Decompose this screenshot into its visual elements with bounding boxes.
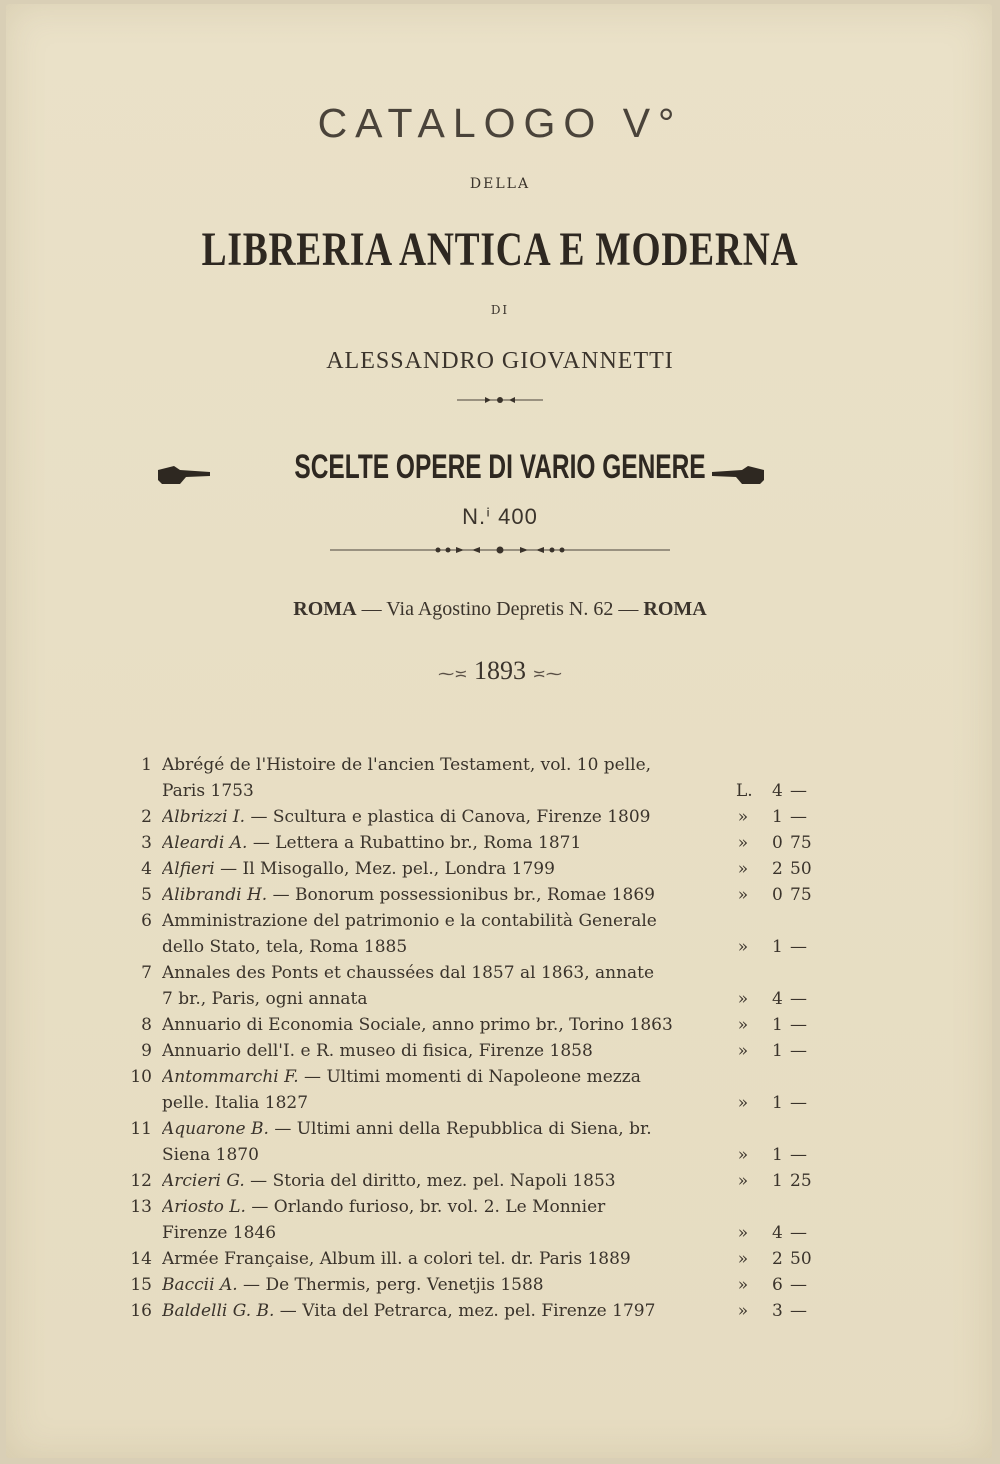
collection-subtitle: SCELTE OPERE DI VARIO GENERE <box>294 448 706 486</box>
entry-number: 4 <box>141 859 152 879</box>
address-line <box>0 598 1000 621</box>
entry-title: Annuario di Economia Sociale, anno primo br., Torino 1863 <box>162 1015 673 1035</box>
catalog-entry-row <box>128 986 828 1012</box>
price-ditto-mark: » <box>737 859 749 879</box>
entry-description <box>162 1220 742 1246</box>
catalog-entry-row <box>128 882 828 908</box>
entry-title: Siena 1870 <box>162 1145 259 1165</box>
catalog-entry-row <box>128 856 828 882</box>
price-lire: 3 <box>772 1301 783 1321</box>
entry-title: Amministrazione del patrimonio e la contabilità Generale <box>162 911 657 931</box>
price-centesimi: — <box>790 1301 807 1321</box>
entry-title: Armée Française, Album ill. a colori tel. dr. Paris 1889 <box>162 1249 631 1269</box>
entry-description <box>162 778 742 804</box>
ornament-divider-large <box>0 540 1000 564</box>
price-lire: 1 <box>772 1145 783 1165</box>
price-centesimi: — <box>790 781 807 801</box>
entry-title: Abrégé de l'Histoire de l'ancien Testament, vol. 10 pelle, <box>162 755 652 775</box>
entry-author: Alibrandi H. <box>162 885 268 905</box>
entry-description <box>162 908 742 934</box>
price-lire: 1 <box>772 1093 783 1113</box>
entry-description <box>162 1142 742 1168</box>
entry-number: 1 <box>141 755 152 775</box>
year-ornament-right-icon: ≍⁓ <box>532 666 562 683</box>
catalog-entry-row <box>128 960 828 986</box>
entry-author: Aleardi A. <box>162 833 248 853</box>
entry-description <box>162 1298 742 1324</box>
price-ditto-mark: » <box>737 1171 749 1191</box>
catalog-entry-row <box>128 778 828 804</box>
entry-author: Baccii A. <box>162 1275 238 1295</box>
entry-description <box>162 934 742 960</box>
price-ditto-mark: » <box>737 1275 749 1295</box>
entry-author: Alfieri <box>162 859 215 879</box>
entry-title: — Scultura e plastica di Canova, Firenze 1809 <box>245 807 651 827</box>
entry-title: Annuario dell'I. e R. museo di fisica, Firenze 1858 <box>162 1041 593 1061</box>
entry-description <box>162 1246 742 1272</box>
price-centesimi: 75 <box>790 885 812 905</box>
price-lire: 0 <box>772 885 783 905</box>
entry-title: — Storia del diritto, mez. pel. Napoli 1853 <box>244 1171 616 1191</box>
price-ditto-mark: » <box>737 1041 749 1061</box>
entry-description <box>162 1064 742 1090</box>
entry-number: 12 <box>130 1171 152 1191</box>
entry-number: 3 <box>141 833 152 853</box>
entry-author: Albrizzi I. <box>162 807 246 827</box>
price-centesimi: — <box>790 807 807 827</box>
price-ditto-mark: » <box>737 807 749 827</box>
price-lire: 2 <box>772 859 783 879</box>
catalog-entry-row <box>128 1038 828 1064</box>
price-ditto-mark: » <box>737 1145 749 1165</box>
entry-number: 16 <box>130 1301 152 1321</box>
catalog-entry-row <box>128 1272 828 1298</box>
catalog-entry-row <box>128 1090 828 1116</box>
ornament-divider-small <box>0 390 1000 414</box>
price-ditto-mark: » <box>737 1223 749 1243</box>
price-lire: 1 <box>772 1041 783 1061</box>
entry-description <box>162 1168 742 1194</box>
entry-description <box>162 830 742 856</box>
catalog-entry-row <box>128 908 828 934</box>
year: 1893 <box>474 656 526 685</box>
price-centesimi: 75 <box>790 833 812 853</box>
entry-author: Antommarchi F. <box>162 1067 299 1087</box>
entry-title: 7 br., Paris, ogni annata <box>162 989 368 1009</box>
entry-title: — De Thermis, perg. Venetjis 1588 <box>237 1275 544 1295</box>
entry-title: pelle. Italia 1827 <box>162 1093 309 1113</box>
entry-title: — Vita del Petrarca, mez. pel. Firenze 1797 <box>274 1301 656 1321</box>
price-lire: 6 <box>772 1275 783 1295</box>
entry-number: 14 <box>130 1249 152 1269</box>
catalog-entry-row <box>128 1246 828 1272</box>
entry-author: Baldelli G. B. <box>162 1301 275 1321</box>
entry-title: — Bonorum possessionibus br., Romae 1869 <box>267 885 655 905</box>
item-count: N.ⁱ 400 <box>462 504 538 529</box>
entry-description <box>162 856 742 882</box>
year-ornament-left-icon: ⁓≍ <box>438 666 468 683</box>
price-lire: 0 <box>772 833 783 853</box>
catalog-entry-row <box>128 1220 828 1246</box>
entry-description <box>162 960 742 986</box>
price-centesimi: 50 <box>790 1249 812 1269</box>
della-label: DELLA <box>469 176 531 192</box>
price-ditto-mark: » <box>737 1249 749 1269</box>
catalog-entry-row <box>128 804 828 830</box>
price-centesimi: — <box>790 1223 807 1243</box>
catalog-title: CATALOGO V° <box>317 100 683 146</box>
catalog-entry-row <box>128 830 828 856</box>
city-left: ROMA <box>293 598 357 620</box>
price-ditto-mark: » <box>737 833 749 853</box>
price-lire: 4 <box>772 1223 783 1243</box>
entry-description <box>162 1116 742 1142</box>
catalog-entry-row <box>128 1116 828 1142</box>
entry-number: 8 <box>141 1015 152 1035</box>
entry-title: — Ultimi momenti di Napoleone mezza <box>298 1067 641 1087</box>
price-lire: 1 <box>772 1171 783 1191</box>
entry-title: Firenze 1846 <box>162 1223 277 1243</box>
entry-description <box>162 986 742 1012</box>
entry-title: — Ultimi anni della Repubblica di Siena, br. <box>268 1119 652 1139</box>
catalog-entry-row <box>128 1064 828 1090</box>
price-centesimi: 25 <box>790 1171 812 1191</box>
ornament-large-icon <box>330 540 670 560</box>
price-ditto-mark: » <box>737 937 749 957</box>
street-address: — Via Agostino Depretis N. 62 — <box>361 598 639 620</box>
entry-title: — Lettera a Rubattino br., Roma 1871 <box>247 833 582 853</box>
entry-number: 13 <box>130 1197 152 1217</box>
price-lire: 1 <box>772 1015 783 1035</box>
price-lire: 2 <box>772 1249 783 1269</box>
price-centesimi: — <box>790 1275 807 1295</box>
price-lire: 4 <box>772 989 783 1009</box>
catalog-entry-row <box>128 1168 828 1194</box>
price-centesimi: 50 <box>790 859 812 879</box>
entry-title: Paris 1753 <box>162 781 254 801</box>
entry-number: 6 <box>141 911 152 931</box>
catalog-entries <box>128 752 828 1324</box>
ornament-small-icon <box>455 390 545 410</box>
price-lire: 1 <box>772 937 783 957</box>
catalog-entry-row <box>128 934 828 960</box>
di-label: DI <box>490 303 510 317</box>
entry-number: 5 <box>141 885 152 905</box>
price-ditto-mark: L. <box>736 781 753 801</box>
city-right: ROMA <box>643 598 707 620</box>
entry-title: Annales des Ponts et chaussées dal 1857 al 1863, annate <box>162 963 655 983</box>
entry-title: — Il Misogallo, Mez. pel., Londra 1799 <box>214 859 555 879</box>
price-lire: 1 <box>772 807 783 827</box>
year-line <box>0 656 1000 686</box>
price-ditto-mark: » <box>737 1015 749 1035</box>
entry-description <box>162 1090 742 1116</box>
entry-number: 9 <box>141 1041 152 1061</box>
entry-description <box>162 1012 742 1038</box>
price-ditto-mark: » <box>737 885 749 905</box>
entry-author: Arcieri G. <box>162 1171 245 1191</box>
price-ditto-mark: » <box>737 989 749 1009</box>
catalog-entry-row <box>128 1194 828 1220</box>
entry-number: 10 <box>130 1067 152 1087</box>
price-centesimi: — <box>790 937 807 957</box>
entry-description <box>162 1038 742 1064</box>
entry-number: 2 <box>141 807 152 827</box>
catalog-entry-row <box>128 1298 828 1324</box>
price-centesimi: — <box>790 1145 807 1165</box>
entry-author: Ariosto L. <box>162 1197 246 1217</box>
price-ditto-mark: » <box>737 1301 749 1321</box>
catalog-entry-row <box>128 752 828 778</box>
price-centesimi: — <box>790 1093 807 1113</box>
entry-description <box>162 804 742 830</box>
entry-number: 7 <box>141 963 152 983</box>
entry-number: 11 <box>130 1119 152 1139</box>
entry-title: — Orlando furioso, br. vol. 2. Le Monnier <box>245 1197 606 1217</box>
bookshop-title: LIBRERIA ANTICA E MODERNA <box>201 223 799 276</box>
price-centesimi: — <box>790 1041 807 1061</box>
entry-number: 15 <box>130 1275 152 1295</box>
price-centesimi: — <box>790 1015 807 1035</box>
entry-description <box>162 1194 742 1220</box>
entry-description <box>162 882 742 908</box>
entry-title: dello Stato, tela, Roma 1885 <box>162 937 408 957</box>
owner-name: ALESSANDRO GIOVANNETTI <box>326 348 674 374</box>
price-lire: 4 <box>772 781 783 801</box>
catalog-entry-row <box>128 1012 828 1038</box>
entry-author: Aquarone B. <box>162 1119 269 1139</box>
price-centesimi: — <box>790 989 807 1009</box>
entry-description <box>162 752 742 778</box>
catalog-entry-row <box>128 1142 828 1168</box>
price-ditto-mark: » <box>737 1093 749 1113</box>
entry-description <box>162 1272 742 1298</box>
